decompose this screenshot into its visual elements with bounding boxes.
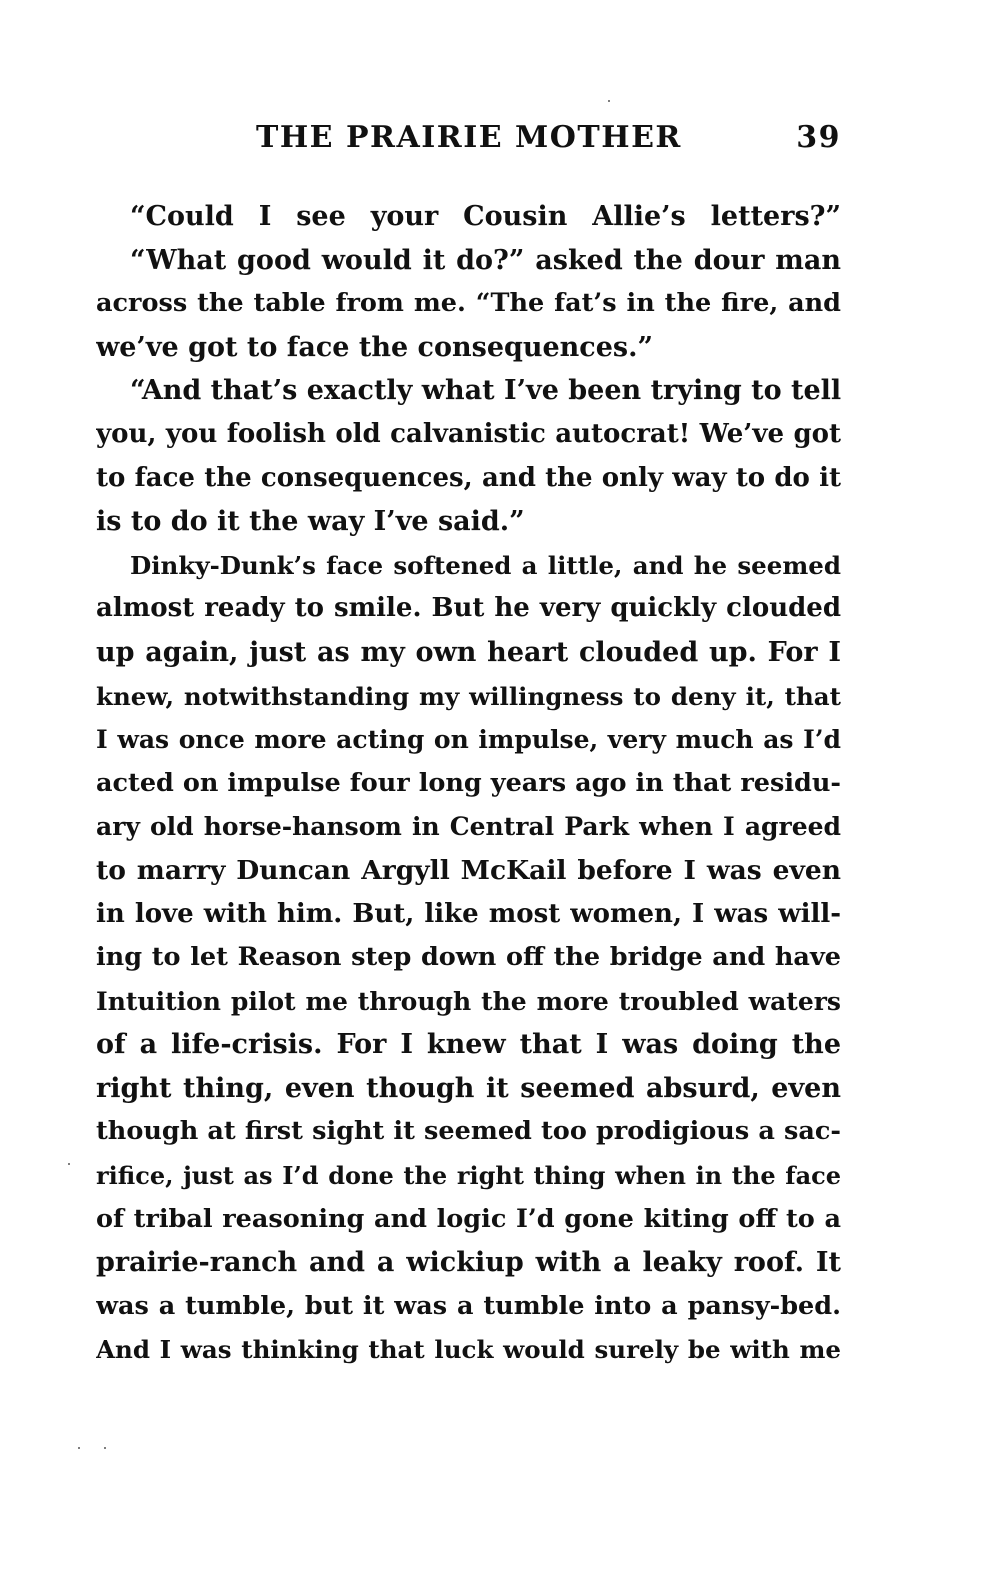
scan-speck (104, 1447, 106, 1449)
text-line: in love with him. But, like most women, I was will- (96, 898, 841, 929)
scan-speck (608, 100, 610, 102)
scan-speck (78, 1447, 80, 1449)
text-line: prairie-ranch and a wickiup with a leaky roof. It (96, 1247, 841, 1279)
text-line: across the table from me. “The fat’s in the fire, and (96, 288, 841, 319)
page-number: 39 (796, 120, 841, 155)
text-line: acted on impulse four long years ago in that residu- (96, 767, 841, 798)
text-line: I was once more acting on impulse, very much as I’d (96, 725, 841, 755)
text-line: ary old horse-hansom in Central Park when I agreed (96, 812, 841, 842)
text-line: And I was thinking that luck would surely be with me (96, 1335, 841, 1365)
text-line: “What good would it do?” asked the dour man (130, 244, 841, 276)
text-line: rifice, just as I’d done the right thing when in the face (96, 1161, 841, 1191)
text-line: though at first sight it seemed too prodigious a sac- (96, 1116, 841, 1147)
text-line: is to do it the way I’ve said.” (96, 506, 525, 538)
body-text (96, 195, 841, 1372)
scan-speck (68, 1163, 70, 1165)
text-line: “And that’s exactly what I’ve been trying to tell (130, 375, 841, 407)
text-line: of tribal reasoning and logic I’d gone kiting off to a (96, 1203, 841, 1234)
text-line: was a tumble, but it was a tumble into a pansy-bed. (96, 1290, 841, 1321)
text-line: right thing, even though it seemed absurd, even (96, 1072, 841, 1104)
text-line: ing to let Reason step down off the bridge and have (96, 942, 841, 973)
text-line: of a life-crisis. For I knew that I was doing the (96, 1029, 841, 1061)
text-line: almost ready to smile. But he very quickly clouded (96, 593, 841, 624)
text-line: you, you foolish old calvanistic autocrat! We’ve got (96, 418, 841, 449)
text-line: Intuition pilot me through the more troubled waters (96, 986, 841, 1016)
text-line: we’ve got to face the consequences.” (96, 331, 654, 363)
text-line: to marry Duncan Argyll McKail before I was even (96, 854, 841, 886)
text-line: up again, just as my own heart clouded up. For I (96, 636, 841, 668)
page-header (96, 120, 841, 164)
text-line: to face the consequences, and the only way to do it (96, 462, 841, 493)
text-line: Dinky-Dunk’s face softened a little, and he seemed (130, 550, 841, 580)
text-line: knew, notwithstanding my willingness to deny it, that (96, 681, 841, 711)
running-title: THE PRAIRIE MOTHER (256, 120, 682, 155)
text-line: “Could I see your Cousin Allie’s letters?” (130, 201, 841, 232)
